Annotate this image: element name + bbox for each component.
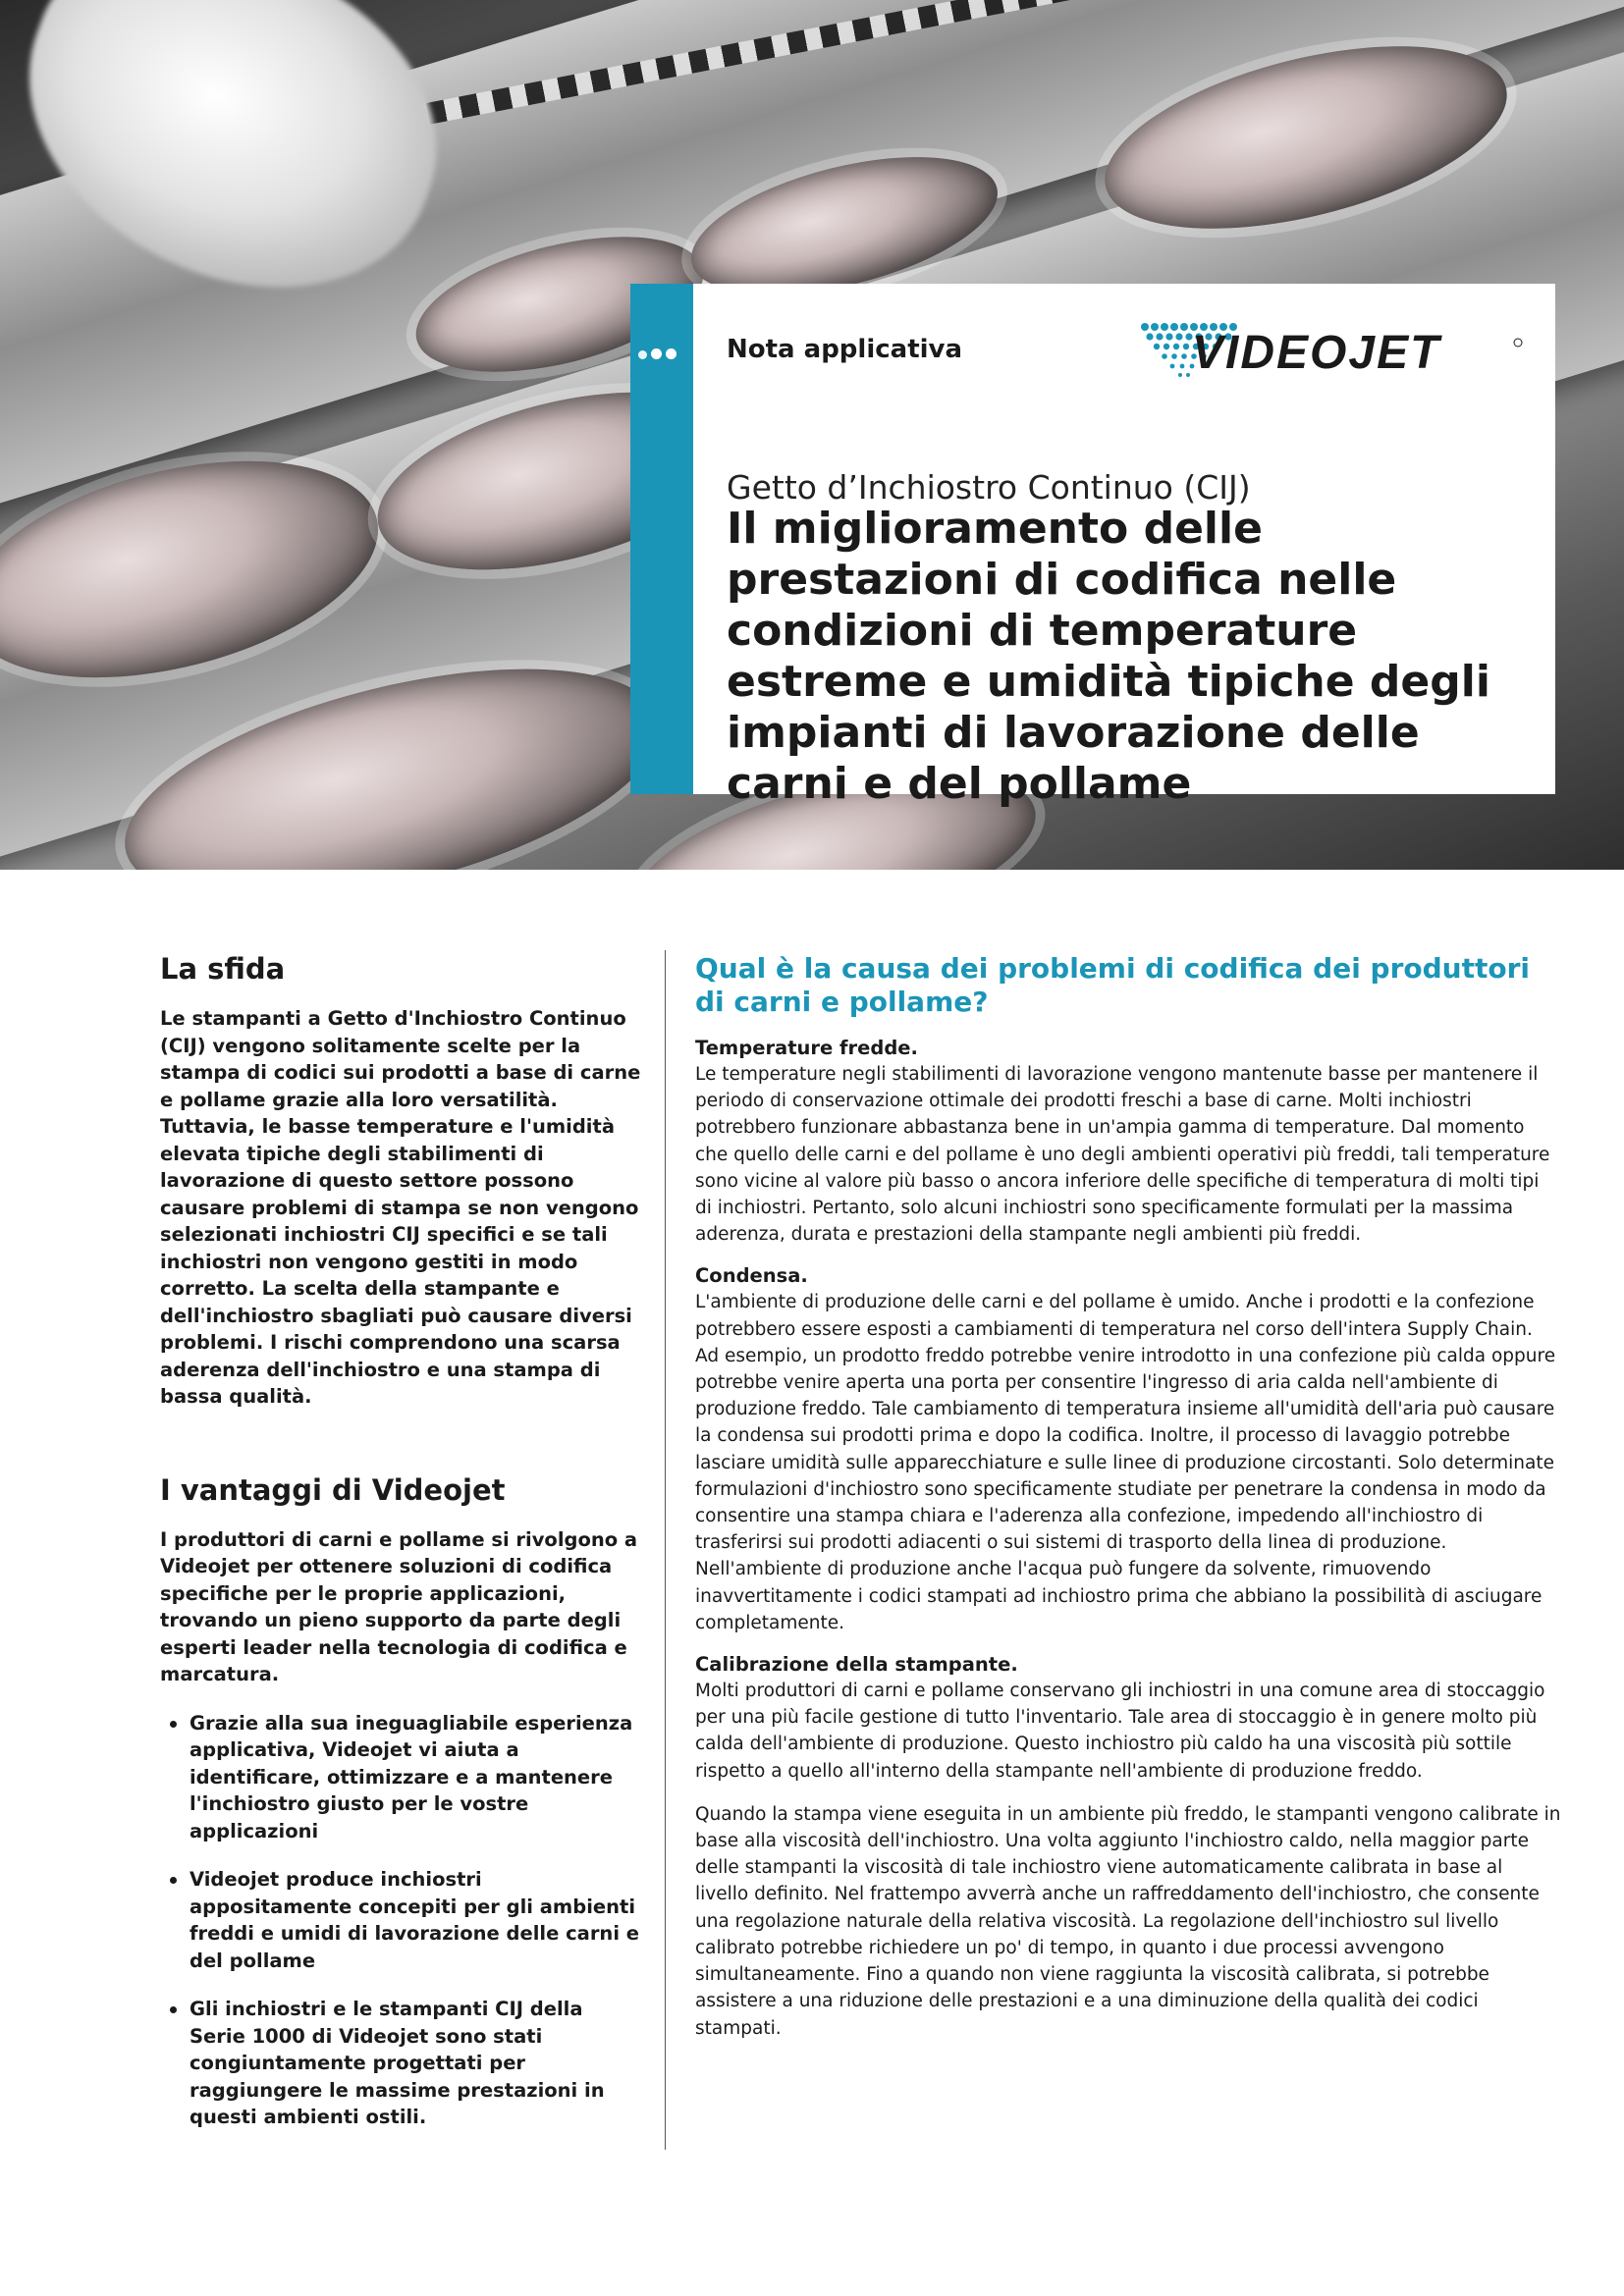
- subtitle: Getto d’Inchiostro Continuo (CIJ): [727, 468, 1251, 507]
- section-paragraph: L'ambiente di produzione delle carni e del pollame è umido. Anche i prodotti e la confezione potrebbero essere esposti a cambiamenti di temperatura nel corso dell'intera Supply Chain. Ad esempio, un prodotto freddo potrebbe venire introdotto in una confezione più calda oppure potrebbe venire aperta una porta per consentire l'ingresso di aria calda nell'ambiente di produzione freddo. Tale cambiamento di temperatura insieme all'umidità dell'aria può causare la condensa sui prodotti prima e dopo la codifica. Inoltre, il processo di lavaggio potrebbe lasciare umidità sulle apparecchiature e sulle linee di produzione circostanti. Solo determinate formulazioni d'inchiostro sono specificamente studiate per penetrare la condensa in modo da consentire una stampa chiara e l'aderenza alla confezione, impedendo all'inchiostro di trasferirsi sui prodotti adiacenti o sui sistemi di trasporto della linea di produzione. Nell'ambiente di produzione anche l'acqua può fungere da solvente, rimuovendo inavvertitamente i codici stampati ad inchiostro prima che abbiano la possibilità di asciugare completamente.: [695, 1292, 1556, 1633]
- right-column: [695, 952, 1561, 2058]
- list-item-text: Videojet produce inchiostri appositamente concepiti per gli ambienti freddi e umidi di lavorazione delle carni e del pollame: [189, 1868, 640, 1972]
- accent-bar: [630, 284, 693, 794]
- section-paragraph: Molti produttori di carni e pollame conservano gli inchiostri in una comune area di stoccaggio per una più facile gestione di tutto l'inventario. Tale area di stoccaggio è in genere molto più calda dell'ambiente di produzione. Questo inchiostro più caldo ha una viscosità più sottile rispetto a quello all'interno della stampante nell'ambiente di produzione freddo.: [695, 1681, 1545, 1782]
- challenge-heading: La sfida: [160, 952, 286, 986]
- videojet-logo: [1135, 313, 1528, 388]
- section-title-cold: Temperature fredde.: [695, 1037, 918, 1059]
- bullet-icon: [170, 2006, 177, 2013]
- page-title: Il miglioramento delle prestazioni di codifica nelle condizioni di temperature estreme e umidità tipiche degli impianti di lavorazione delle carni e del pollame: [727, 504, 1490, 809]
- document-type-label: Nota applicativa: [727, 335, 963, 364]
- column-divider: [665, 950, 666, 2150]
- advantages-text: I produttori di carni e pollame si rivolgono a Videojet per ottenere soluzioni di codifica specifiche per le proprie applicazioni, trovando un pieno supporto da parte degli esperti leader nella tecnologia di codifica e marcatura.: [160, 1527, 638, 1685]
- left-column: [160, 952, 641, 2153]
- list-item-text: Gli inchiostri e le stampanti CIJ della Serie 1000 di Videojet sono stati congiuntamente progettati per raggiungere le massime prestazioni in questi ambienti ostili.: [189, 1998, 605, 2128]
- cause-heading: Qual è la causa dei problemi di codifica dei produttori di carni e pollame?: [695, 952, 1531, 1018]
- section-title-calibration: Calibrazione della stampante.: [695, 1653, 1018, 1677]
- list-item-text: Grazie alla sua ineguagliabile esperienza applicativa, Videojet vi aiuta a identificare, ottimizzare e a mantenere l'inchiostro giusto per le vostre applicazioni: [189, 1711, 633, 1842]
- section-paragraph: Quando la stampa viene eseguita in un ambiente più freddo, le stampanti vengono calibrate in base alla viscosità dell'inchiostro. Una volta aggiunto l'inchiostro caldo, nella maggior parte delle stampanti la viscosità di tale inchiostro viene automaticamente calibrata in base al livello definito. Nel frattempo avverrà anche un raffreddamento dell'inchiostro, che consente una regolazione naturale della relativa viscosità. La regolazione dell'inchiostro sul livello calibrato potrebbe richiedere un po' di tempo, in quanto i due processi avvengono simultaneamente. Fino a quando non viene raggiunta la viscosità calibrata, si potrebbe assistere a una riduzione delle prestazioni e a una diminuzione della qualità dei codici stampati.: [695, 1803, 1561, 2039]
- bullet-icon: [170, 1877, 177, 1884]
- advantages-heading: I vantaggi di Videojet: [160, 1472, 506, 1507]
- section-title-condensation: Condensa.: [695, 1264, 808, 1288]
- title-box: [630, 284, 1555, 809]
- bullet-icon: [170, 1721, 177, 1728]
- section-paragraph: Le temperature negli stabilimenti di lavorazione vengono mantenute basse per mantenere il periodo di conservazione ottimale dei prodotti freschi a base di carne. Molti inchiostri potrebbero funzionare abbastanza bene in un'ampia gamma di temperature. Dal momento che quello delle carni e del pollame è uno degli ambienti operativi più freddi, tali temperature sono vicine al valore più basso o ancora inferiore delle specifiche di temperatura di molti tipi di inchiostri. Pertanto, solo alcuni inchiostri sono specificamente formulati per la massima aderenza, durata e prestazioni della stampante negli ambienti più freddi.: [695, 1064, 1550, 1246]
- challenge-text: Le stampanti a Getto d'Inchiostro Continuo (CIJ) vengono solitamente scelte per la stampa di codici sui prodotti a base di carne e pollame grazie alla loro versatilità. Tuttavia, le basse temperature e l'umidità elevata tipiche degli stabilimenti di lavorazione di questo settore possono causare problemi di stampa se non vengono selezionati inchiostri CIJ specifici e se tali inchiostri non vengono gestiti in modo corretto. La scelta della stampante e dell'inchiostro sbagliati può causare diversi problemi. I rischi comprendono una scarsa aderenza dell'inchiostro e una stampa di bassa qualità.: [160, 1007, 641, 1408]
- dots-icon: [638, 345, 687, 358]
- list-item: [160, 1710, 641, 1845]
- logo-wordmark: VIDEOJET: [1192, 327, 1441, 379]
- list-item: [160, 1996, 641, 2131]
- list-item: [160, 1866, 641, 1974]
- advantages-list: [160, 1710, 641, 2131]
